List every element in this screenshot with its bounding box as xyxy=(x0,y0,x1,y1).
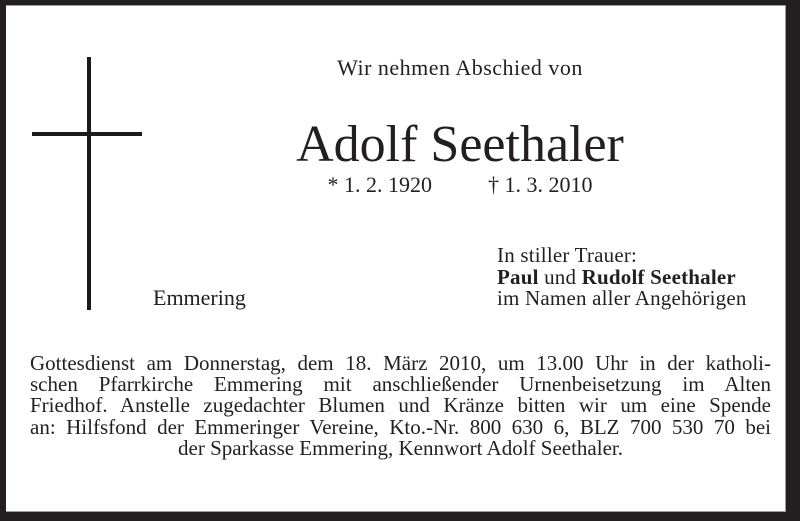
mourning-heading: In stiller Trauer: xyxy=(497,243,638,267)
farewell-intro-line: Wir nehmen Abschied von xyxy=(337,55,583,80)
cross-vertical-bar xyxy=(87,57,91,310)
place-name: Emmering xyxy=(153,285,246,310)
announcement-line: an: Hilfsfond der Emmeringer Vereine, Kto.-Nr. 800 630 6, BLZ 700 530 70 bei xyxy=(30,414,771,439)
mourners-line xyxy=(497,264,747,289)
birth-date: * 1. 2. 1920 xyxy=(327,172,432,197)
death-date: † 1. 3. 2010 xyxy=(488,172,593,197)
life-dates xyxy=(250,172,670,198)
announcement-line: Friedhof. Anstelle zugedachter Blumen und Kränze bitten wir um eine Spende xyxy=(30,393,771,418)
deceased-name: Adolf Seethaler xyxy=(296,116,624,173)
announcement-line: Gottesdienst am Donnerstag, dem 18. März 2010, um 13.00 Uhr in der katholi- xyxy=(30,351,771,375)
announcement-line: schen Pfarrkirche Emmering mit anschließender Urnenbeisetzung im Alten xyxy=(30,372,771,397)
announcement-line: der Sparkasse Emmering, Kennwort Adolf Seethaler. xyxy=(178,435,623,460)
mourner-name-2: Rudolf Seethaler xyxy=(581,264,736,289)
cross-horizontal-bar xyxy=(32,132,142,136)
service-announcement xyxy=(30,353,771,459)
mourners-conjunction: und xyxy=(544,264,577,289)
mourning-closing: im Namen aller Angehörigen xyxy=(497,286,747,310)
mourning-block xyxy=(497,245,747,310)
mourner-name-1: Paul xyxy=(497,264,539,289)
